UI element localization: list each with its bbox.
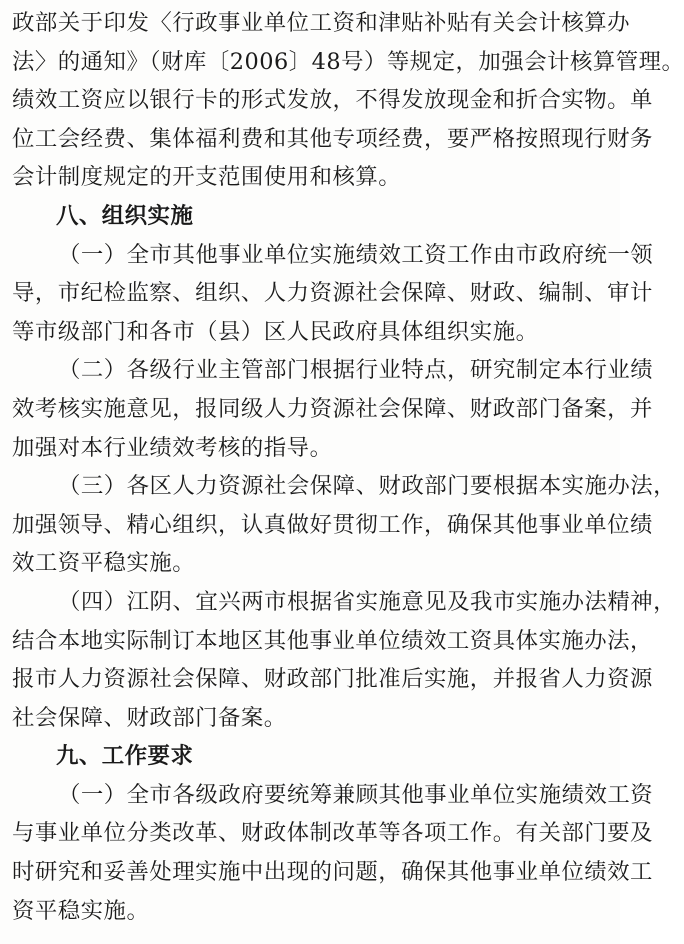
text-line: （三）各区人力资源社会保障、财政部门要根据本实施办法， [58,473,677,500]
text-line: 结合本地实际制订本地区其他事业单位绩效工资具体实施办法， [12,627,653,654]
text-line: 会计制度规定的开支范围使用和核算。 [12,164,402,191]
text-line: 等市级部门和各市（县）区人民政府具体组织实施。 [12,318,539,345]
text-line: （四）江阴、宜兴两市根据省实施意见及我市实施办法精神， [58,588,677,615]
text-line: 导，市纪检监察、组织、人力资源社会保障、财政、编制、审计 [12,280,653,307]
text-line: 加强对本行业绩效考核的指导。 [12,434,333,461]
text-line: （二）各级行业主管部门根据行业特点，研究制定本行业绩 [58,357,654,384]
section-heading-9: 九、工作要求 [56,743,194,770]
text-line: 效考核实施意见，报同级人力资源社会保障、财政部门备案，并 [12,395,653,422]
document-body [12,4,684,930]
text-line: 时研究和妥善处理实施中出现的问题，确保其他事业单位绩效工 [12,859,653,886]
text-line: 绩效工资应以银行卡的形式发放，不得发放现金和折合实物。单 [12,87,653,114]
text-line: 与事业单位分类改革、财政体制改革等各项工作。有关部门要及 [12,820,653,847]
text-line: 报市人力资源社会保障、财政部门批准后实施，并报省人力资源 [12,666,653,693]
text-line: （一）全市其他事业单位实施绩效工资工作由市政府统一领 [58,241,654,268]
text-line: 社会保障、财政部门备案。 [12,704,287,731]
section-heading-8: 八、组织实施 [56,202,194,229]
text-line: （一）全市各级政府要统筹兼顾其他事业单位实施绩效工资 [58,781,654,808]
text-line: 法〉的通知》（财库〔2006〕48号）等规定，加强会计核算管理。 [12,48,684,75]
text-line: 位工会经费、集体福利费和其他专项经费，要严格按照现行财务 [12,125,653,152]
text-line: 政部关于印发〈行政事业单位工资和津贴补贴有关会计核算办 [12,10,631,36]
text-line: 加强领导、精心组织，认真做好贯彻工作，确保其他事业单位绩 [12,511,653,538]
text-line: 效工资平稳实施。 [12,550,196,577]
text-line: 资平稳实施。 [12,897,150,924]
